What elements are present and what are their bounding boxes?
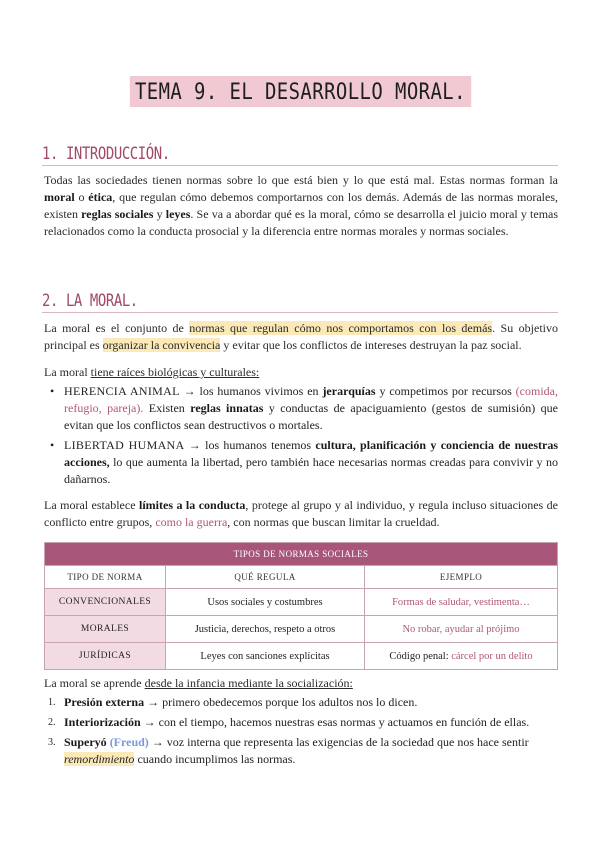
table-cell: Justicia, derechos, respeto a otros: [166, 616, 365, 643]
bullet-icon: •: [50, 384, 55, 398]
section-heading-moral: 2. LA MORAL.: [42, 291, 138, 311]
list-item: • HERENCIA ANIMAL → los humanos vivimos en jerarquías y competimos por recursos (comida, refugio, pareja). Existen reglas innatas y conductas de apaciguamiento (gestos de sumisión) que evitan que los conflictos sean destructivos o mortales.: [50, 384, 558, 432]
table-cell: Formas de saludar, vestimenta…: [365, 589, 558, 616]
table-cell: MORALES: [45, 616, 166, 643]
table-cell: CONVENCIONALES: [45, 589, 166, 616]
section-heading-intro: 1. INTRODUCCIÓN.: [42, 144, 170, 164]
table-caption: TIPOS DE NORMAS SOCIALES: [45, 543, 558, 566]
bullet-icon: •: [50, 438, 55, 452]
title-wrap: [0, 76, 600, 107]
table-cell: Usos sociales y costumbres: [166, 589, 365, 616]
table-cell: Código penal: cárcel por un delito: [365, 643, 558, 670]
intro-paragraph: Todas las sociedades tienen normas sobre lo que está bien y lo que está mal. Estas normas forman la moral o ética, que regulan cómo debemos comportarnos con los demás. Además de las normas morales, existen reglas sociales y leyes. Se va a abordar qué es la moral, cómo se desarrolla el juicio moral y temas relacionados como la conducta prosocial y la diferencia entre normas morales y normas sociales.: [44, 173, 559, 238]
column-header: EJEMPLO: [365, 566, 558, 589]
table-cell: JURÍDICAS: [45, 643, 166, 670]
norms-table: [44, 542, 558, 670]
column-header: TIPO DE NORMA: [45, 566, 166, 589]
table-row: [45, 589, 558, 616]
section-divider: [42, 165, 558, 166]
list-item: 2. Interiorización → con el tiempo, hacemos nuestras esas normas y actuamos en función de ellas.: [48, 715, 530, 729]
table-cell: Leyes con sanciones explícitas: [166, 643, 365, 670]
moral-definition-paragraph: La moral es el conjunto de normas que regulan cómo nos comportamos con los demás. Su objetivo principal es organizar la convivencia y evitar que los conflictos de intereses destruyan la paz social.: [44, 321, 558, 352]
table-row: [45, 643, 558, 670]
table-row: [45, 616, 558, 643]
learning-intro: La moral se aprende desde la infancia mediante la socialización:: [44, 676, 353, 690]
list-item: 3. Superyó (Freud) → voz interna que representa las exigencias de la sociedad que nos hace sentir remordimiento cuando incumplimos las normas.: [48, 735, 529, 766]
page-title: TEMA 9. EL DESARROLLO MORAL.: [129, 76, 470, 107]
roots-intro: La moral tiene raíces biológicas y culturales:: [44, 365, 260, 379]
section-divider: [42, 312, 558, 313]
limits-paragraph: La moral establece límites a la conducta, protege al grupo y al individuo, y regula incluso situaciones de conflicto entre grupos, como la guerra, con normas que buscan limitar la crueldad.: [44, 498, 559, 529]
list-item: 1. Presión externa → primero obedecemos porque los adultos nos lo dicen.: [48, 695, 418, 709]
roots-list: [44, 383, 558, 491]
list-item: • LIBERTAD HUMANA → los humanos tenemos cultura, planificación y conciencia de nuestras acciones, lo que aumenta la libertad, pero también hace necesarias normas creadas para convivir y no dañarnos.: [50, 438, 558, 486]
table-cell: No robar, ayudar al prójimo: [365, 616, 558, 643]
column-header: QUÉ REGULA: [166, 566, 365, 589]
learning-steps-list: [44, 694, 558, 771]
